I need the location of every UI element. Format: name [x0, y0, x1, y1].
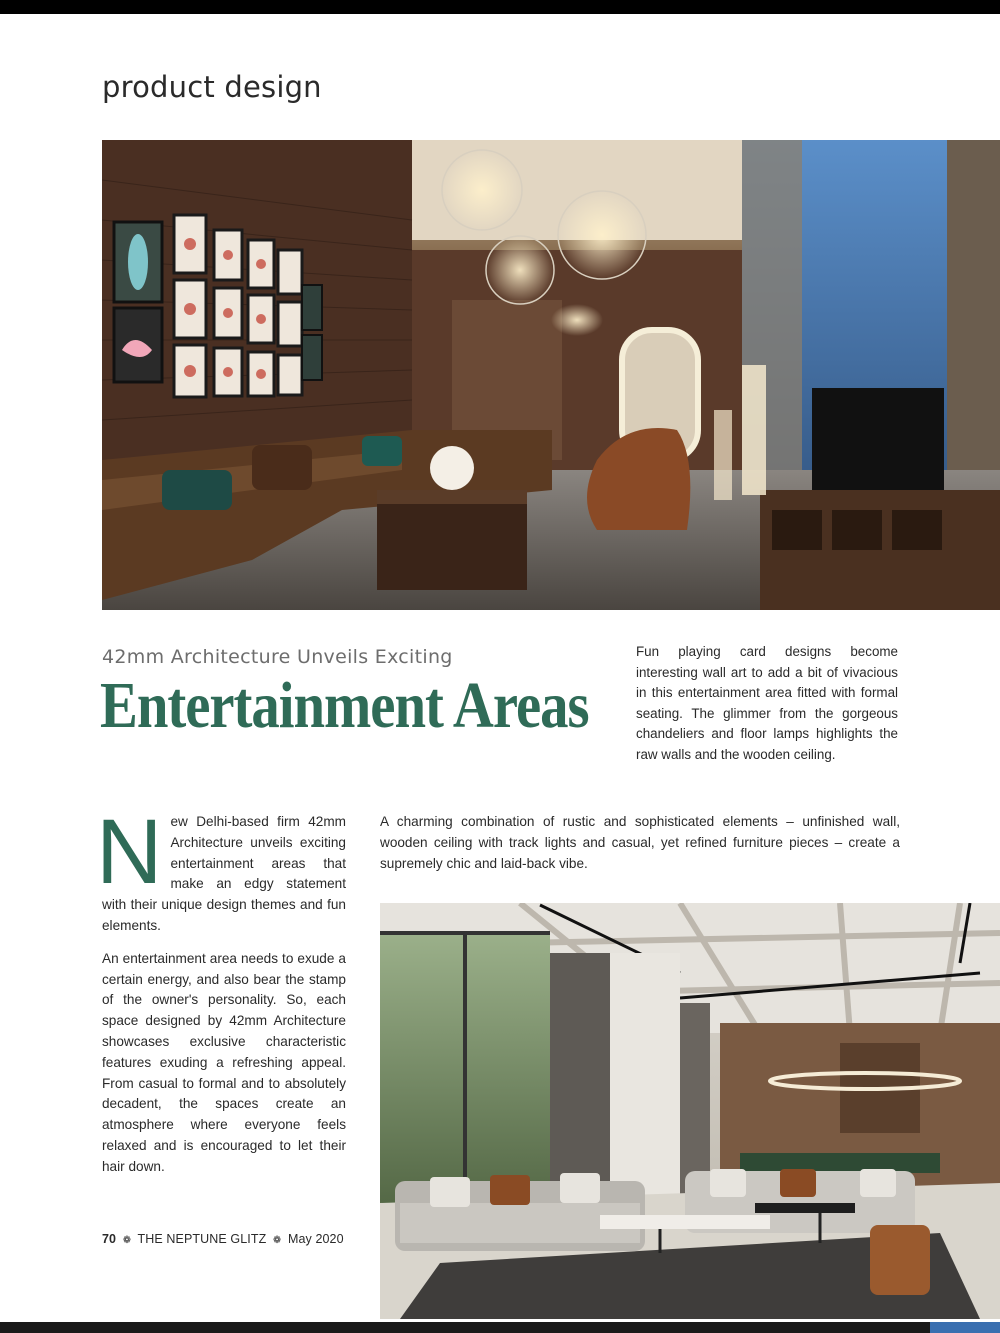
issue-date: May 2020	[287, 1232, 344, 1246]
article-column-right	[380, 812, 900, 874]
headline: Entertainment Areas	[100, 669, 589, 742]
flower-separator-icon-2: ❁	[272, 1235, 282, 1246]
article-column-left	[96, 801, 346, 1190]
flower-separator-icon: ❁	[122, 1235, 132, 1246]
page-number: 70	[102, 1232, 117, 1246]
top-border	[0, 0, 1000, 14]
bottom-border	[0, 1322, 1000, 1333]
bottom-accent	[930, 1322, 1000, 1333]
section-label: product design	[102, 70, 322, 104]
intro-text: ew Delhi-based firm 42mm Architecture unveils exciting entertainment areas that make an edgy statement with their unique design themes and fun elements.	[102, 814, 346, 933]
headline-kicker: 42mm Architecture Unveils Exciting	[102, 646, 453, 668]
drop-cap: N	[96, 801, 163, 903]
photo-caption: Fun playing card designs become interesting wall art to add a bit of vivacious in this entertainment area fitted with formal seating. The glimmer from the gorgeous chandeliers and floor lamps highlights the raw walls and the wooden ceiling.	[636, 644, 898, 762]
body-paragraph-3: A charming combination of rustic and sophisticated elements – unfinished wall, wooden ceiling with track lights and casual, yet refined furniture pieces – create a supremely chic and laid-back vibe.	[380, 814, 900, 871]
intro-paragraph	[96, 801, 346, 937]
body-paragraph-2: An entertainment area needs to exude a certain energy, and also bear the stamp of the owner's personality. So, each space designed by 42mm Architecture showcases exclusive characteristic features exuding a refreshing appeal. From casual to formal and to absolutely decadent, the spaces create an atmosphere where everyone feels relaxed and is encouraged to let their hair down.	[102, 950, 346, 1174]
lounge-photo	[380, 903, 1000, 1319]
magazine-name: THE NEPTUNE GLITZ	[137, 1232, 267, 1246]
page-footer	[102, 1232, 344, 1246]
entertainment-room-photo	[102, 140, 1000, 610]
